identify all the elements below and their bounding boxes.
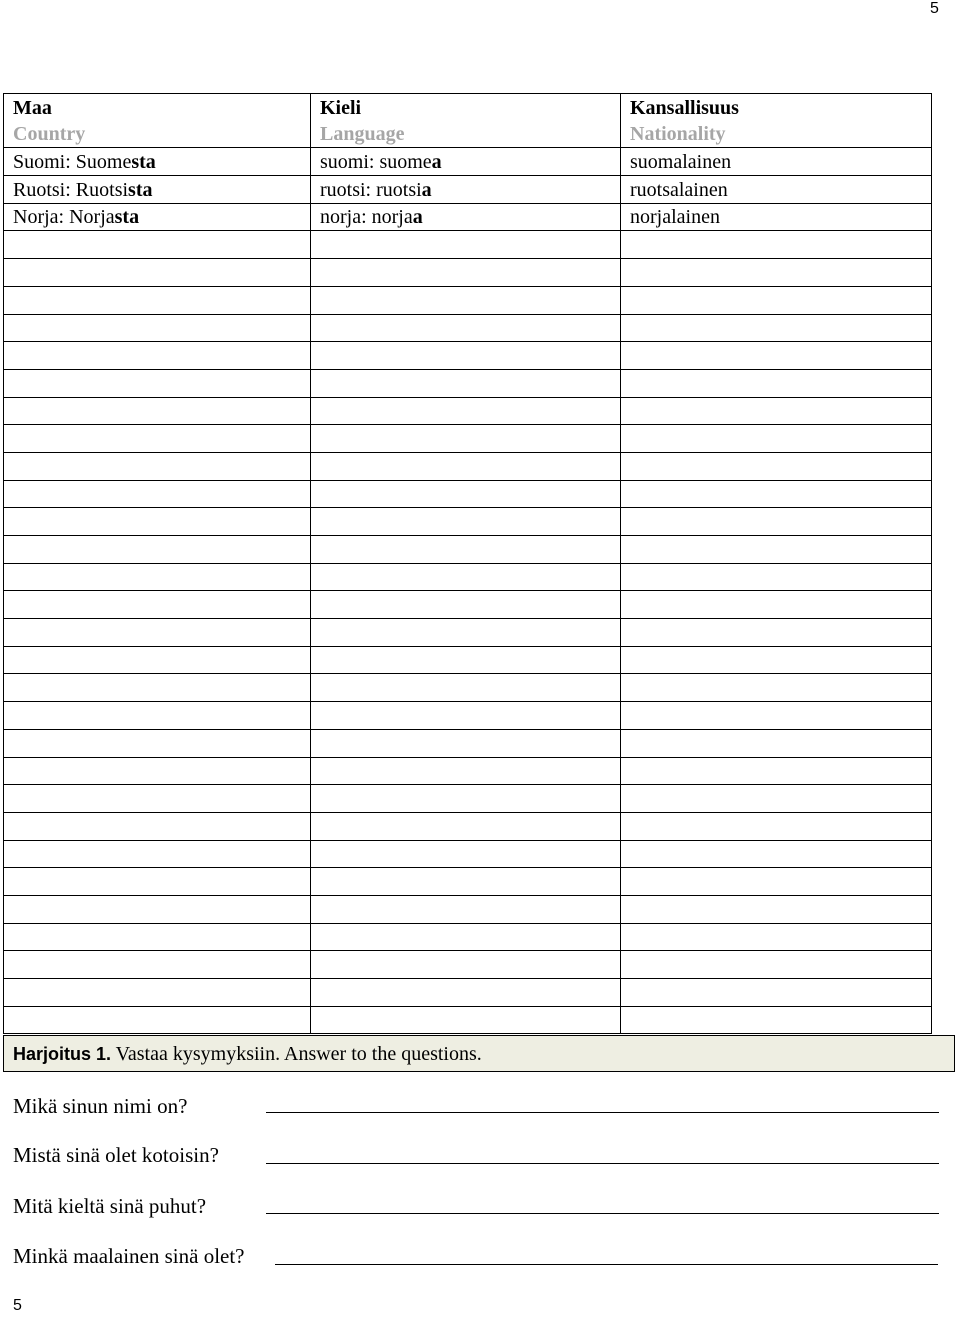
- empty-cell[interactable]: [4, 812, 311, 840]
- answer-line-hometown[interactable]: [266, 1163, 939, 1164]
- empty-cell[interactable]: [4, 1006, 311, 1034]
- empty-cell[interactable]: [621, 951, 932, 979]
- empty-cell[interactable]: [621, 729, 932, 757]
- empty-cell[interactable]: [4, 951, 311, 979]
- empty-cell[interactable]: [311, 979, 621, 1007]
- empty-cell[interactable]: [311, 674, 621, 702]
- empty-table-row: [4, 536, 932, 564]
- empty-table-row: [4, 812, 932, 840]
- empty-cell[interactable]: [621, 397, 932, 425]
- empty-table-row: [4, 342, 932, 370]
- empty-table-row: [4, 231, 932, 259]
- empty-cell[interactable]: [4, 397, 311, 425]
- empty-cell[interactable]: [621, 702, 932, 730]
- vocabulary-table: [3, 93, 932, 1034]
- country-cell: Suomi: Suomesta: [4, 148, 311, 176]
- empty-cell[interactable]: [311, 619, 621, 647]
- empty-table-row: [4, 646, 932, 674]
- empty-cell[interactable]: [621, 979, 932, 1007]
- table-header-english: [4, 121, 932, 148]
- empty-table-row: [4, 286, 932, 314]
- empty-cell[interactable]: [4, 702, 311, 730]
- empty-table-row: [4, 729, 932, 757]
- exercise-header: [3, 1035, 955, 1072]
- empty-table-row: [4, 923, 932, 951]
- empty-cell[interactable]: [4, 342, 311, 370]
- nationality-cell: suomalainen: [621, 148, 932, 176]
- empty-cell[interactable]: [311, 785, 621, 813]
- empty-cell[interactable]: [621, 369, 932, 397]
- empty-table-row: [4, 397, 932, 425]
- empty-cell[interactable]: [311, 1006, 621, 1034]
- empty-table-row: [4, 591, 932, 619]
- exercise-instruction: Vastaa kysymyksiin. Answer to the questions.: [115, 1043, 482, 1065]
- empty-cell[interactable]: [621, 840, 932, 868]
- empty-cell[interactable]: [311, 480, 621, 508]
- empty-cell[interactable]: [621, 563, 932, 591]
- empty-cell[interactable]: [621, 314, 932, 342]
- empty-cell[interactable]: [311, 812, 621, 840]
- empty-cell[interactable]: [4, 231, 311, 259]
- answer-line-language[interactable]: [266, 1213, 939, 1214]
- empty-cell[interactable]: [4, 895, 311, 923]
- empty-table-row: [4, 314, 932, 342]
- empty-cell[interactable]: [4, 785, 311, 813]
- empty-cell[interactable]: [621, 868, 932, 896]
- empty-cell[interactable]: [621, 674, 932, 702]
- empty-cell[interactable]: [621, 425, 932, 453]
- country-cell: Norja: Norjasta: [4, 203, 311, 231]
- header-country-fi: Maa: [4, 94, 311, 121]
- empty-cell[interactable]: [4, 840, 311, 868]
- empty-cell[interactable]: [311, 757, 621, 785]
- page-number-bottom: 5: [13, 1297, 22, 1314]
- empty-cell[interactable]: [621, 619, 932, 647]
- empty-cell[interactable]: [311, 397, 621, 425]
- page-number-top: 5: [930, 0, 939, 17]
- empty-cell[interactable]: [311, 314, 621, 342]
- empty-cell[interactable]: [4, 646, 311, 674]
- empty-cell[interactable]: [4, 923, 311, 951]
- empty-cell[interactable]: [311, 342, 621, 370]
- empty-table-row: [4, 895, 932, 923]
- empty-table-row: [4, 757, 932, 785]
- empty-cell[interactable]: [311, 452, 621, 480]
- empty-table-row: [4, 369, 932, 397]
- empty-cell[interactable]: [4, 536, 311, 564]
- empty-cell[interactable]: [4, 619, 311, 647]
- empty-cell[interactable]: [621, 286, 932, 314]
- empty-cell[interactable]: [4, 729, 311, 757]
- empty-cell[interactable]: [311, 646, 621, 674]
- empty-cell[interactable]: [621, 1006, 932, 1034]
- empty-table-row: [4, 619, 932, 647]
- empty-cell[interactable]: [4, 259, 311, 287]
- question-language: Mitä kieltä sinä puhut?: [13, 1194, 207, 1218]
- empty-cell[interactable]: [621, 646, 932, 674]
- language-cell: norja: norjaa: [311, 203, 621, 231]
- empty-cell[interactable]: [311, 536, 621, 564]
- empty-cell[interactable]: [4, 591, 311, 619]
- empty-cell[interactable]: [311, 591, 621, 619]
- table-row: [4, 203, 932, 231]
- header-language-en: Language: [311, 121, 621, 148]
- empty-cell[interactable]: [621, 259, 932, 287]
- empty-cell[interactable]: [621, 812, 932, 840]
- empty-cell[interactable]: [4, 425, 311, 453]
- header-nationality-fi: Kansallisuus: [621, 94, 932, 121]
- empty-cell[interactable]: [311, 286, 621, 314]
- empty-cell[interactable]: [311, 840, 621, 868]
- empty-cell[interactable]: [4, 314, 311, 342]
- empty-table-row: [4, 702, 932, 730]
- empty-cell[interactable]: [4, 757, 311, 785]
- empty-table-row: [4, 480, 932, 508]
- empty-cell[interactable]: [311, 868, 621, 896]
- empty-cell[interactable]: [4, 452, 311, 480]
- answer-line-name[interactable]: [266, 1112, 939, 1113]
- empty-cell[interactable]: [621, 895, 932, 923]
- empty-cell[interactable]: [4, 674, 311, 702]
- question-hometown: Mistä sinä olet kotoisin?: [13, 1143, 219, 1167]
- empty-table-row: [4, 563, 932, 591]
- header-nationality-en: Nationality: [621, 121, 932, 148]
- empty-table-row: [4, 979, 932, 1007]
- empty-cell[interactable]: [311, 425, 621, 453]
- language-cell: suomi: suomea: [311, 148, 621, 176]
- empty-cell[interactable]: [4, 369, 311, 397]
- table-row: [4, 176, 932, 204]
- empty-cell[interactable]: [621, 452, 932, 480]
- empty-table-row: [4, 425, 932, 453]
- table-header-finnish: [4, 94, 932, 121]
- empty-table-row: [4, 785, 932, 813]
- header-language-fi: Kieli: [311, 94, 621, 121]
- language-cell: ruotsi: ruotsia: [311, 176, 621, 204]
- empty-table-row: [4, 259, 932, 287]
- empty-cell[interactable]: [4, 868, 311, 896]
- empty-cell[interactable]: [621, 480, 932, 508]
- empty-cell[interactable]: [311, 951, 621, 979]
- empty-cell[interactable]: [4, 480, 311, 508]
- exercise-label: Harjoitus 1.: [13, 1044, 112, 1064]
- empty-table-row: [4, 1006, 932, 1034]
- country-cell: Ruotsi: Ruotsista: [4, 176, 311, 204]
- empty-cell[interactable]: [311, 923, 621, 951]
- empty-cell[interactable]: [621, 785, 932, 813]
- empty-cell[interactable]: [311, 895, 621, 923]
- empty-table-row: [4, 508, 932, 536]
- empty-cell[interactable]: [621, 923, 932, 951]
- empty-cell[interactable]: [311, 729, 621, 757]
- empty-cell[interactable]: [4, 508, 311, 536]
- empty-cell[interactable]: [311, 508, 621, 536]
- empty-cell[interactable]: [311, 563, 621, 591]
- nationality-cell: norjalainen: [621, 203, 932, 231]
- empty-table-row: [4, 840, 932, 868]
- empty-table-row: [4, 951, 932, 979]
- nationality-cell: ruotsalainen: [621, 176, 932, 204]
- header-country-en: Country: [4, 121, 311, 148]
- empty-cell[interactable]: [621, 342, 932, 370]
- empty-table-row: [4, 452, 932, 480]
- answer-line-nationality[interactable]: [275, 1264, 938, 1265]
- empty-cell[interactable]: [311, 369, 621, 397]
- empty-cell[interactable]: [621, 591, 932, 619]
- empty-cell[interactable]: [4, 979, 311, 1007]
- empty-cell[interactable]: [311, 259, 621, 287]
- empty-table-row: [4, 868, 932, 896]
- empty-cell[interactable]: [621, 231, 932, 259]
- empty-cell[interactable]: [621, 508, 932, 536]
- empty-cell[interactable]: [4, 286, 311, 314]
- empty-cell[interactable]: [4, 563, 311, 591]
- question-nationality: Minkä maalainen sinä olet?: [13, 1244, 245, 1268]
- table-row: [4, 148, 932, 176]
- empty-cell[interactable]: [311, 702, 621, 730]
- empty-cell[interactable]: [311, 231, 621, 259]
- empty-table-row: [4, 674, 932, 702]
- question-name: Mikä sinun nimi on?: [13, 1094, 188, 1118]
- empty-cell[interactable]: [621, 757, 932, 785]
- empty-cell[interactable]: [621, 536, 932, 564]
